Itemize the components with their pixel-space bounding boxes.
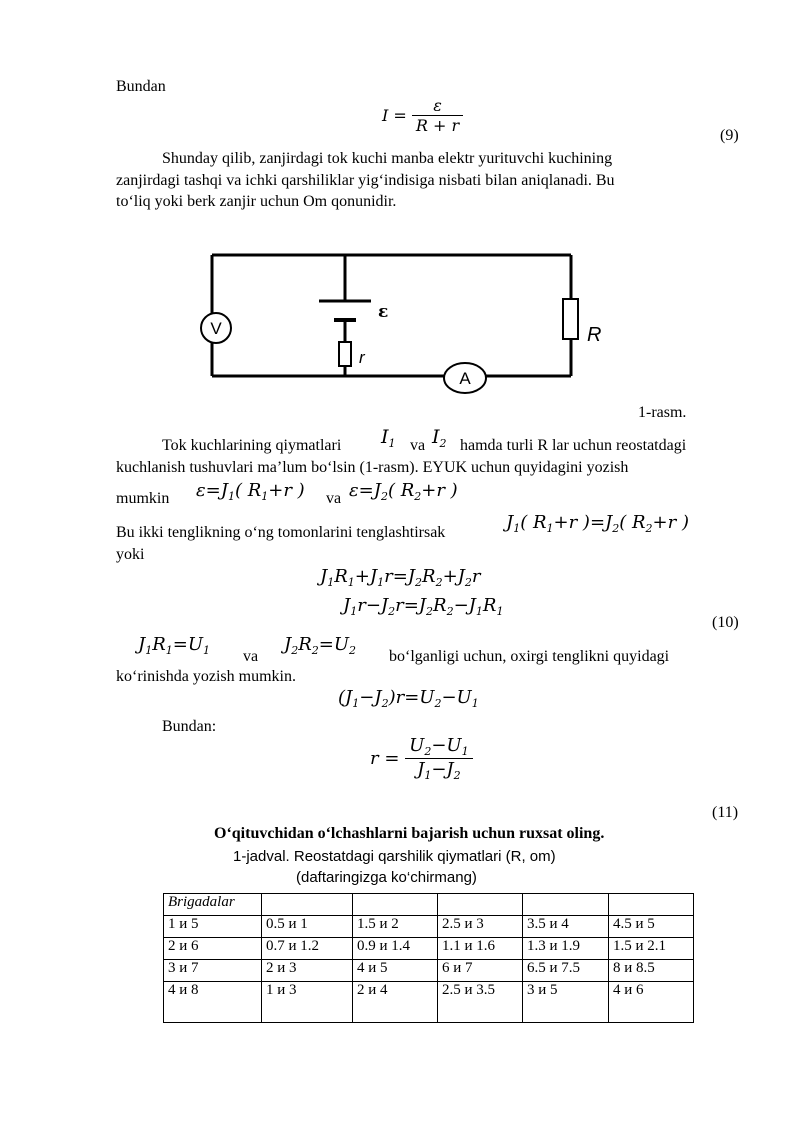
- paragraph-bundan: Bundan: [116, 78, 166, 95]
- equation-emf-2: $\varepsilon=J_2$( $R_2+r$ ): [349, 480, 458, 503]
- table-row: [164, 982, 694, 1023]
- equation-10a: $J_1R_1+J_1r=J_2R_2+J_2r$: [320, 566, 481, 589]
- table-cell: 2 и 6: [164, 938, 262, 960]
- voltmeter-label: V: [210, 319, 222, 338]
- table-cell: 1 и 5: [164, 916, 262, 938]
- table-cell: 4 и 5: [353, 960, 438, 982]
- paragraph-line: Tok kuchlarining qiymatlari: [162, 437, 342, 454]
- paragraph-line: hamda turli R lar uchun reostatdagi: [460, 437, 687, 454]
- figure-caption: 1-rasm.: [638, 404, 687, 421]
- table-cell: 0.5 и 1: [262, 916, 353, 938]
- paragraph-line: Shunday qilib, zanjirdagi tok kuchi manba elektr yurituvchi kuchining: [162, 150, 613, 167]
- emf-label: ε: [378, 302, 389, 322]
- resistance-table: [163, 893, 694, 1023]
- equation-difference: $(J_1-J_2)r=U_2-U_1$: [338, 687, 479, 710]
- table-cell: 0.7 и 1.2: [262, 938, 353, 960]
- equation-9-number: (9): [720, 127, 739, 144]
- equation-9: I = $\frac{\varepsilon}{R + r}$: [382, 96, 463, 135]
- paragraph-line: mumkin: [116, 490, 170, 507]
- internal-resistance-label: r: [359, 348, 365, 367]
- table-cell: 2 и 3: [262, 960, 353, 982]
- instruction-note: O‘qituvchidan o‘lchashlarni bajarish uchun ruxsat oling.: [214, 825, 605, 842]
- table-cell: 1 и 3: [262, 982, 353, 1023]
- table-row: [164, 960, 694, 982]
- paragraph-line: kuchlanish tushuvlari ma’lum bo‘lsin (1-rasm). EYUK uchun quyidagini yozish: [116, 459, 629, 476]
- paragraph-line: bo‘lganligi uchun, oxirgi tenglikni quyidagi: [389, 648, 670, 665]
- paragraph-line: to‘liq yoki berk zanjir uchun Om qonunidir.: [116, 193, 397, 210]
- table-cell: 1.3 и 1.9: [523, 938, 609, 960]
- paragraph-line: va: [410, 437, 426, 454]
- paragraph-line: Bu ikki tenglikning o‘ng tomonlarini tenglashtirsak: [116, 524, 446, 541]
- table-row: [164, 916, 694, 938]
- table-subcaption: (daftaringizga ko‘chirmang): [296, 869, 477, 886]
- table-cell: 8 и 8.5: [609, 960, 694, 982]
- table-header-cell: Brigadalar: [164, 894, 262, 916]
- table-header-cell: [262, 894, 353, 916]
- symbol-I2: $I_2$: [432, 426, 447, 450]
- equation-U1: $J_1R_1=U_1$: [138, 634, 211, 657]
- ammeter-label: A: [459, 369, 471, 388]
- table-cell: 0.9 и 1.4: [353, 938, 438, 960]
- table-cell: 4 и 6: [609, 982, 694, 1023]
- table-cell: 4.5 и 5: [609, 916, 694, 938]
- paragraph-line: va: [243, 648, 259, 665]
- table-cell: 3.5 и 4: [523, 916, 609, 938]
- paragraph-line: yoki: [116, 546, 145, 563]
- table-header-row: [164, 894, 694, 916]
- table-cell: 2.5 и 3: [438, 916, 523, 938]
- equation-equal-sides: $J_1$( $R_1+r$ )$=J_2$( $R_2+r$ ): [506, 512, 689, 535]
- table-cell: 3 и 7: [164, 960, 262, 982]
- table-cell: 1.5 и 2: [353, 916, 438, 938]
- symbol-I1: $I_1$: [381, 426, 396, 450]
- equation-U2: $J_2R_2=U_2$: [284, 634, 357, 657]
- table-row: [164, 938, 694, 960]
- table-header-cell: [609, 894, 694, 916]
- table-cell: 1.1 и 1.6: [438, 938, 523, 960]
- circuit-diagram: [195, 245, 615, 395]
- table-cell: 3 и 5: [523, 982, 609, 1023]
- equation-11-number: (11): [712, 804, 739, 821]
- table-header-cell: [523, 894, 609, 916]
- table-cell: 6 и 7: [438, 960, 523, 982]
- table-cell: 1.5 и 2.1: [609, 938, 694, 960]
- table-header-cell: [438, 894, 523, 916]
- paragraph-line: ko‘rinishda yozish mumkin.: [116, 668, 296, 685]
- internal-resistor: [339, 342, 351, 366]
- table-caption: 1-jadval. Reostatdagi qarshilik qiymatlari (R, om): [233, 848, 556, 865]
- equation-10b: $J_1r-J_2r=J_2R_2-J_1R_1$: [343, 595, 504, 618]
- equation-emf-1: $\varepsilon=J_1$( $R_1+r$ ): [196, 480, 305, 503]
- external-resistance-label: R: [587, 324, 602, 346]
- paragraph-line: zanjirdagi tashqi va ichki qarshiliklar yig‘indisiga nisbati bilan aniqlanadi. Bu: [116, 172, 615, 189]
- paragraph-bundan-2: Bundan:: [162, 718, 217, 735]
- paragraph-line: va: [326, 490, 342, 507]
- equation-10-number: (10): [712, 614, 739, 631]
- table-header-cell: [353, 894, 438, 916]
- table-cell: 2 и 4: [353, 982, 438, 1023]
- table-cell: 2.5 и 3.5: [438, 982, 523, 1023]
- table-cell: 6.5 и 7.5: [523, 960, 609, 982]
- external-resistor: [563, 299, 578, 339]
- equation-11: r = $\frac{U_2-U_1}{J_1-J_2}$: [370, 735, 473, 782]
- table-cell: 4 и 8: [164, 982, 262, 1023]
